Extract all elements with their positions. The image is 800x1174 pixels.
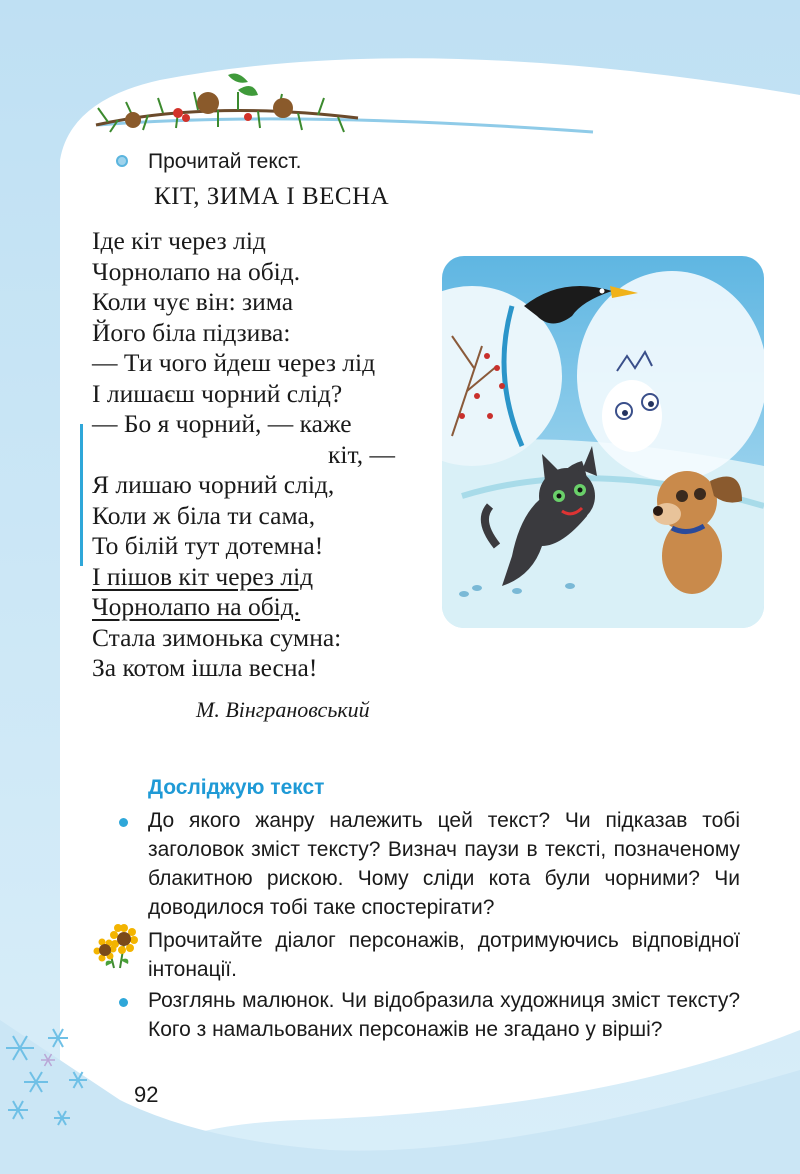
poem-line: Коли ж біла ти сама, <box>92 500 316 530</box>
section-title: Досліджую текст <box>148 776 325 799</box>
snowflake-icon <box>0 1020 115 1130</box>
illustration <box>442 256 764 628</box>
bullet-icon <box>119 818 128 827</box>
poem-line: — Ти чого йдеш через лід <box>92 348 376 377</box>
poem-line: Я лишаю чорний слід, <box>92 470 335 499</box>
poem-line: Чорнолапо на обід. <box>92 256 301 286</box>
poem-line: За котом ішла весна! <box>92 653 318 682</box>
poem-line: Стала зимонька сумна: <box>92 622 342 652</box>
poem-text <box>92 226 395 684</box>
pause-marker <box>80 424 83 566</box>
poem-line: То білій тут дотемна! <box>92 531 324 560</box>
dialog-instruction: Прочитайте діалог персонажів, дотримуючись відповідної інтонації. <box>148 929 740 981</box>
page-number: 92 <box>134 1082 159 1107</box>
poem-line: — Бо я чорний, — каже <box>92 409 352 438</box>
poem-line: Коли чує він: зима <box>92 287 294 316</box>
poem-line: І лишаєш чорний слід? <box>92 378 343 408</box>
poem-line: кіт, — <box>328 439 395 469</box>
question-paragraph: Розглянь малюнок. Чи відобразила художниця зміст тексту? Кого з намальованих персонажів не згадано у вірші? <box>148 989 740 1041</box>
circle-bullet-icon <box>116 155 128 167</box>
question-paragraph: До якого жанру належить цей текст? Чи підказав тобі заголовок зміст тексту? Визнач паузи в тексті, позначеному блакитною рискою. Чому сліди кота були чорними? Чи доводилося тобі таке спостерігати? <box>148 809 740 919</box>
poem-author: М. Вінграновський <box>196 697 370 722</box>
poem-line-underlined: І пішов кіт через лід <box>92 561 314 591</box>
bullet-icon <box>119 998 128 1007</box>
poem-line: Його біла підзива: <box>92 317 291 347</box>
instruction-text: Прочитай текст. <box>148 150 302 173</box>
sunflower-icon <box>92 922 140 970</box>
pine-branch-icon <box>88 70 598 145</box>
poem-line-underlined: Чорнолапо на обід. <box>92 592 301 621</box>
poem-title: КІТ, ЗИМА І ВЕСНА <box>154 183 390 210</box>
poem-line: Іде кіт через лід <box>92 226 266 255</box>
